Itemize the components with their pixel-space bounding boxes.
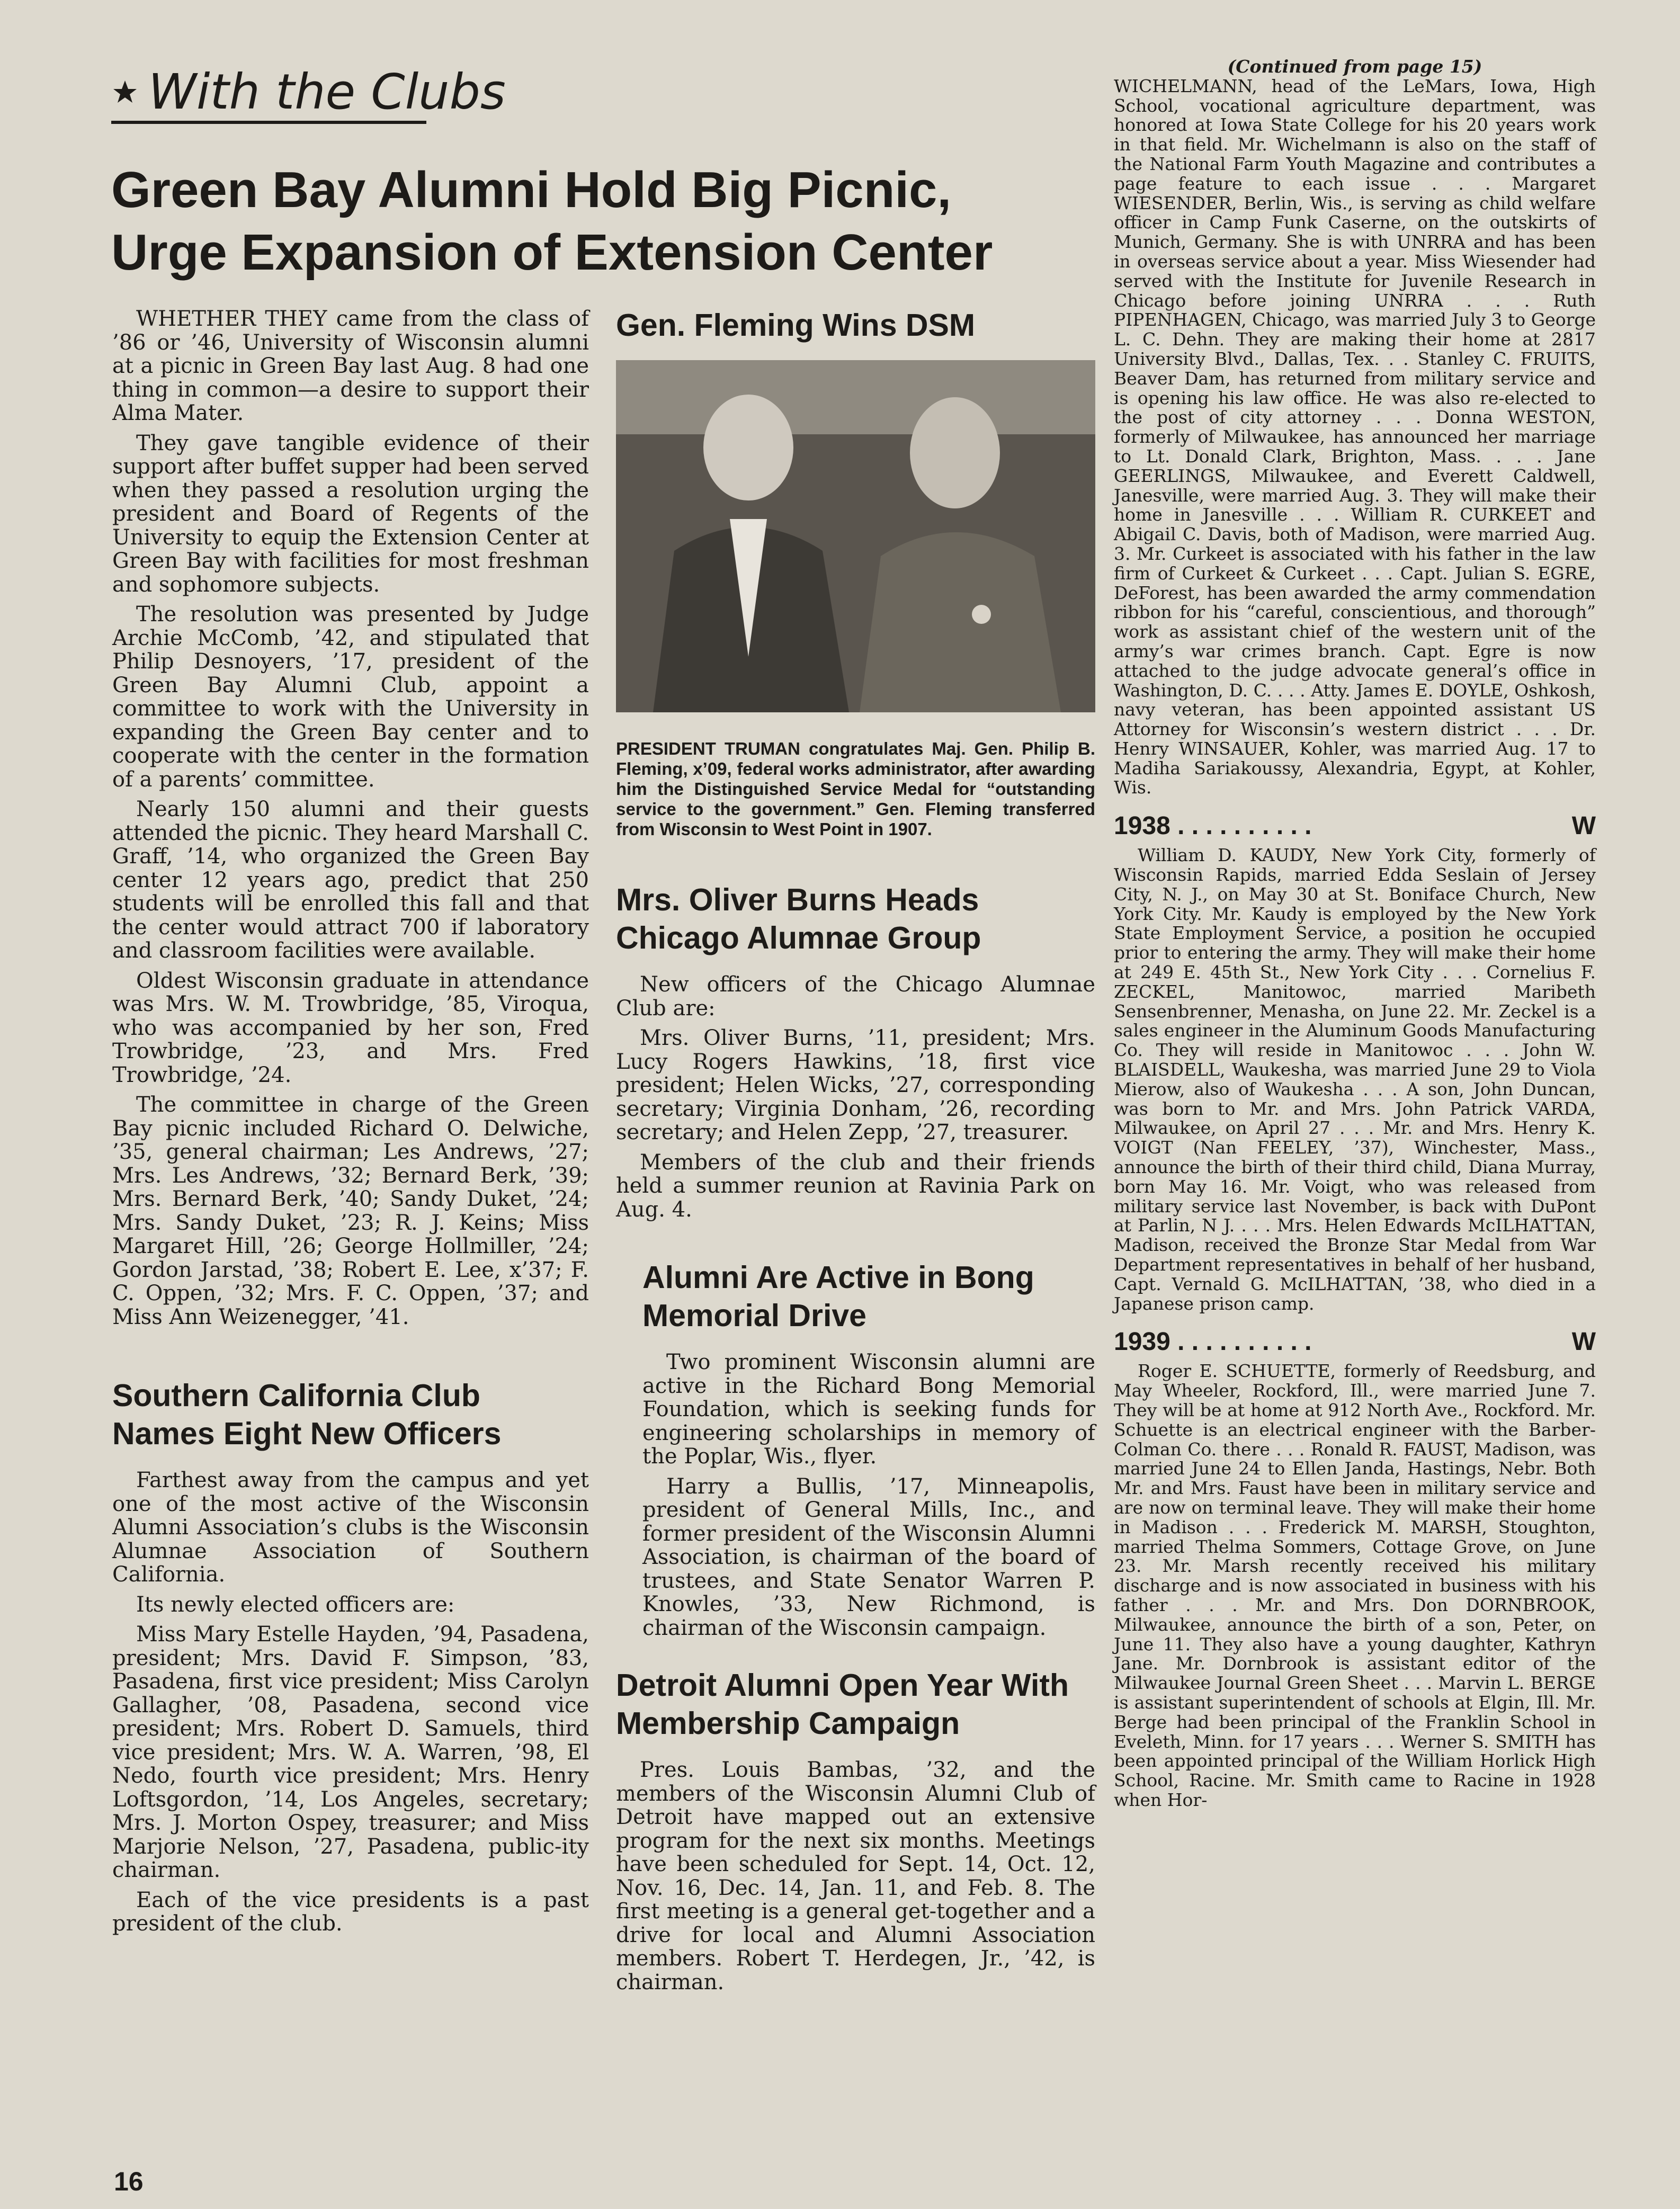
article-title: Alumni Are Active in Bong Memorial Drive [642,1260,1034,1333]
photo-illustration [616,360,1095,712]
paragraph: The committee in charge of the Green Bay picnic included Richard O. Delwiche, ’35, general chairman; Les Andrews, ’27; Mrs. Les Andrews, ’32; Bernard Berk, ’39; Mrs. Bernard Berk, ’40; Sandy Duket, ’24; Mrs. Sandy Duket, ’23; R. J. Keins; Miss Margaret Hill, ’26; George Hollmiller, ’24; Gordon Jarstad, ’38; Robert E. Lee, x’37; F. C. Oppen, ’32; Mrs. F. C. Oppen, ’37; and Miss Ann Weizenegger, ’41. [112,1093,589,1329]
paragraph: Its newly elected officers are: [136,1592,455,1617]
paragraph: Each of the vice presidents is a past president of the club. [112,1888,589,1936]
detroit-article [616,1666,1095,1994]
socal-article [112,1376,589,1936]
chicago-article [616,881,1095,1221]
paragraph: Pres. Louis Bambas, ’32, and the members of the Wisconsin Alumni Club of Detroit have mapped out an extensive program for the next six months. Meetings have been scheduled for Sept. 14, Oct. 12, Nov. 16, Dec. 14, Jan. 11, and Feb. 8. The first meeting is a general get-together and a drive for local and Alumni Association members. Robert T. Herdegen, Jr., ’42, is chairman. [616,1758,1095,1995]
fleming-article [616,306,1095,839]
year-label: 1939 . . . . . . . . . . [1114,1328,1312,1356]
paragraph: The resolution was presented by Judge Archie McComb, ’42, and stipulated that Philip Desnoyers, ’17, president of the Green Bay Alumni Club, appoint a committee to work with the University in expanding the Green Bay center and to cooperate with the center in the formation of a parents’ committee. [112,602,589,792]
year-letter: W [1571,1328,1596,1356]
page-headline: Green Bay Alumni Hold Big Picnic, Urge Expansion of Extension Center [111,162,993,281]
photo-caption: PRESIDENT TRUMAN congratulates Maj. Gen. Philip B. Fleming, x’09, federal works administrator, after awarding him the Distinguished Service Medal for “outstanding service to the government.” Gen. Fleming transferred from Wisconsin to West Point in 1907. [616,739,1095,839]
column-right-class-notes [1114,57,1596,1810]
section-label: With the Clubs [148,64,506,120]
column-middle [616,307,1095,2000]
paragraph: Mrs. Oliver Burns, ’11, president; Mrs. Lucy Rogers Hawkins, ’18, first vice president; Helen Wicks, ’27, corresponding secretary; Virginia Donham, ’26, recording secretary; and Helen Zepp, ’27, treasurer. [616,1026,1095,1144]
section-rule [111,121,426,124]
paragraph: New officers of the Chicago Alumnae Club are: [616,972,1095,1021]
year-heading-1939 [1114,1327,1596,1356]
column-left [112,307,589,1942]
star-icon [112,79,138,105]
paragraph: Farthest away from the campus and yet one of the most active of the Wisconsin Alumni Association’s clubs is the Wisconsin Alumnae Association of Southern California. [112,1468,589,1587]
class-notes-intro: WICHELMANN, head of the LeMars, Iowa, High School, vocational agriculture department, was honored at Iowa State College for his 20 years work in that field. Mr. Wichelmann is also on the staff of the National Farm Youth Magazine and contributes a page feature to each issue . . . Margaret WIESENDER, Berlin, Wis., is serving as child welfare officer in Camp Funk Caserne, on the outskirts of Munich, Germany. She is with UNRRA and has been in overseas service about a year. Miss Wiesender had served with the Institute for Juvenile Research in Chicago before joining UNRRA . . . Ruth PIPENHAGEN, Chicago, was married July 3 to George L. C. Dehn. They are making their home at 2817 University Blvd., Dallas, Tex. . . Stanley C. FRUITS, Beaver Dam, has returned from military service and is opening his law office. He was also re-elected to the post of city attorney . . . Donna WESTON, formerly of Milwaukee, has announced her marriage to Lt. Donald Clark, Brighton, Mass. . . . Jane GEERLINGS, Milwaukee, and Everett Caldwell, Janesville, were married Aug. 3. They will make their home in Janesville . . . William R. CURKEET and Abigail C. Davis, both of Madison, were married Aug. 3. Mr. Curkeet is associated with his father in the law firm of Curkeet & Curkeet . . . Capt. Julian S. EGRE, DeForest, has been awarded the army commendation ribbon for his “careful, conscientious, and thorough” work as assistant chief of the western unit of the army’s war crimes branch. Capt. Egre is now attached to the judge advocate general’s office in Washington, D. C. . . . Atty. James E. DOYLE, Oshkosh, navy veteran, has been appointed assistant US Attorney for Wisconsin’s western district . . . Dr. Henry WINSAUER, Kohler, was married Aug. 17 to Madiha Sariakoussy, Alexandria, Egypt, at Kohler, Wis. [1114,75,1596,798]
paragraph: WHETHER THEY came from the class of ’86 or ’46, University of Wisconsin alumni at a picnic in Green Bay last Aug. 8 had one thing in common—a desire to support their Alma Mater. [112,307,589,425]
paragraph: Harry a Bullis, ’17, Minneapolis, president of General Mills, Inc., and former president of the Wisconsin Alumni Association, is chairman of the board of trustees, and State Senator Warren P. Knowles, ’33, New Richmond, is chairman of the Wisconsin campaign. [642,1474,1095,1640]
bong-article [616,1258,1095,1640]
paragraph: Nearly 150 alumni and their guests attended the picnic. They heard Marshall C. Graff, ’14, who organized the Green Bay center 12 years ago, predict that 250 students will be enrolled this fall and that the center would attract 700 if laboratory and classroom facilities were available. [112,797,589,963]
green-bay-article [112,307,589,1329]
year-label: 1938 . . . . . . . . . . [1114,812,1312,840]
paragraph: They gave tangible evidence of their support after buffet supper had been served when they passed a resolution urging the president and Board of Regents of the University to equip the Extension Center at Green Bay with facilities for most freshman and sophomore subjects. [112,431,589,597]
paragraph: Two prominent Wisconsin alumni are active in the Richard Bong Memorial Foundation, which is seeking funds for engineering scholarships in memory of the Poplar, Wis., flyer. [642,1350,1095,1469]
article-title: Southern California Club Names Eight New Officers [112,1378,502,1451]
year-letter: W [1571,812,1596,840]
article-title: Mrs. Oliver Burns Heads Chicago Alumnae Group [616,882,981,955]
truman-fleming-photo [616,360,1095,712]
paragraph: Miss Mary Estelle Hayden, ’94, Pasadena, president; Mrs. David F. Simpson, ’83, Pasadena, first vice president; Miss Carolyn Gallagher, ’08, Pasadena, second vice president; Mrs. Robert D. Samuels, third vice president; Mrs. W. A. Warren, ’98, El Nedo, fourth vice president; Mrs. Henry Loftsgordon, ’14, Los Angeles, secretary; Mrs. J. Morton Ospey, treasurer; and Miss Marjorie Nelson, ’27, Pasadena, public-ity chairman. [112,1622,589,1882]
paragraph: Members of the club and their friends held a summer reunion at Ravinia Park on Aug. 4. [616,1150,1095,1222]
page-number: 16 [114,2167,144,2196]
continued-note: (Continued from page 15) [1227,56,1482,77]
class-notes-1939: Roger E. SCHUETTE, formerly of Reedsburg, and May Wheeler, Rockford, Ill., were married June 7. They will be at home at 912 North Ave., Rockford. Mr. Schuette is an electrical engineer with the Barber-Colman Co. there . . . Ronald R. FAUST, Madison, was married June 24 to Ellen Janda, Hastings, Nebr. Both Mr. and Mrs. Faust have been in military service and are now on terminal leave. They will make their home in Madison . . . Frederick M. MARSH, Stoughton, married Thelma Sommers, Cottage Grove, on June 23. Mr. Marsh recently received his military discharge and is now associated in business with his father . . . Mr. and Mrs. Don DORNBROOK, Milwaukee, announce the birth of a son, Peter, on June 11. They also have a young daughter, Kathryn Jane. Mr. Dornbrook is assistant editor of the Milwaukee Journal Green Sheet . . . Marvin L. BERGE is assistant superintendent of schools at Elgin, Ill. Mr. Berge had been principal of the Franklin School in Eveleth, Minn. for 17 years . . . Werner S. SMITH has been appointed principal of the William Horlick High School, Racine. Mr. Smith came to Racine in 1928 when Hor- [1114,1361,1596,1810]
year-heading-1938 [1114,811,1596,840]
article-title: Detroit Alumni Open Year With Membership Campaign [616,1668,1069,1741]
paragraph: Oldest Wisconsin graduate in attendance was Mrs. W. M. Trowbridge, ’85, Viroqua, who was accompanied by her son, Fred Trowbridge, ’23, and Mrs. Fred Trowbridge, ’24. [112,968,589,1087]
article-title: Gen. Fleming Wins DSM [616,308,976,343]
class-notes-1938: William D. KAUDY, New York City, formerly of Wisconsin Rapids, married Edda Seslain of Jersey City, N. J., on May 30 at St. Boniface Church, New York City. Mr. Kaudy is employed by the New York State Employment Service, a position he occupied prior to entering the army. They will make their home at 249 E. 45th St., New York City . . . Cornelius F. ZECKEL, Manitowoc, married Maribeth Sensenbrenner, Menasha, on June 22. Mr. Zeckel is a sales engineer in the Aluminum Goods Manufacturing Co. They will reside in Manitowoc . . . John W. BLAISDELL, Waukesha, was married June 29 to Viola Mierow, also of Waukesha . . . A son, John Duncan, was born to Mr. and Mrs. John Patrick VARDA, Milwaukee, on April 27 . . . Mr. and Mrs. Henry K. VOIGT (Nan FEELEY, ’37), Winchester, Mass., announce the birth of their third child, Diana Murray, born May 16. Mr. Voigt, who was released from military service last November, is back with DuPont at Parlin, N J. . . . Mrs. Helen Edwards McILHATTAN, Madison, received the Bronze Star Medal from War Department representatives in behalf of her husband, Capt. Vernald G. McILHATTAN, ’38, who died in a Japanese prison camp. [1114,845,1596,1314]
